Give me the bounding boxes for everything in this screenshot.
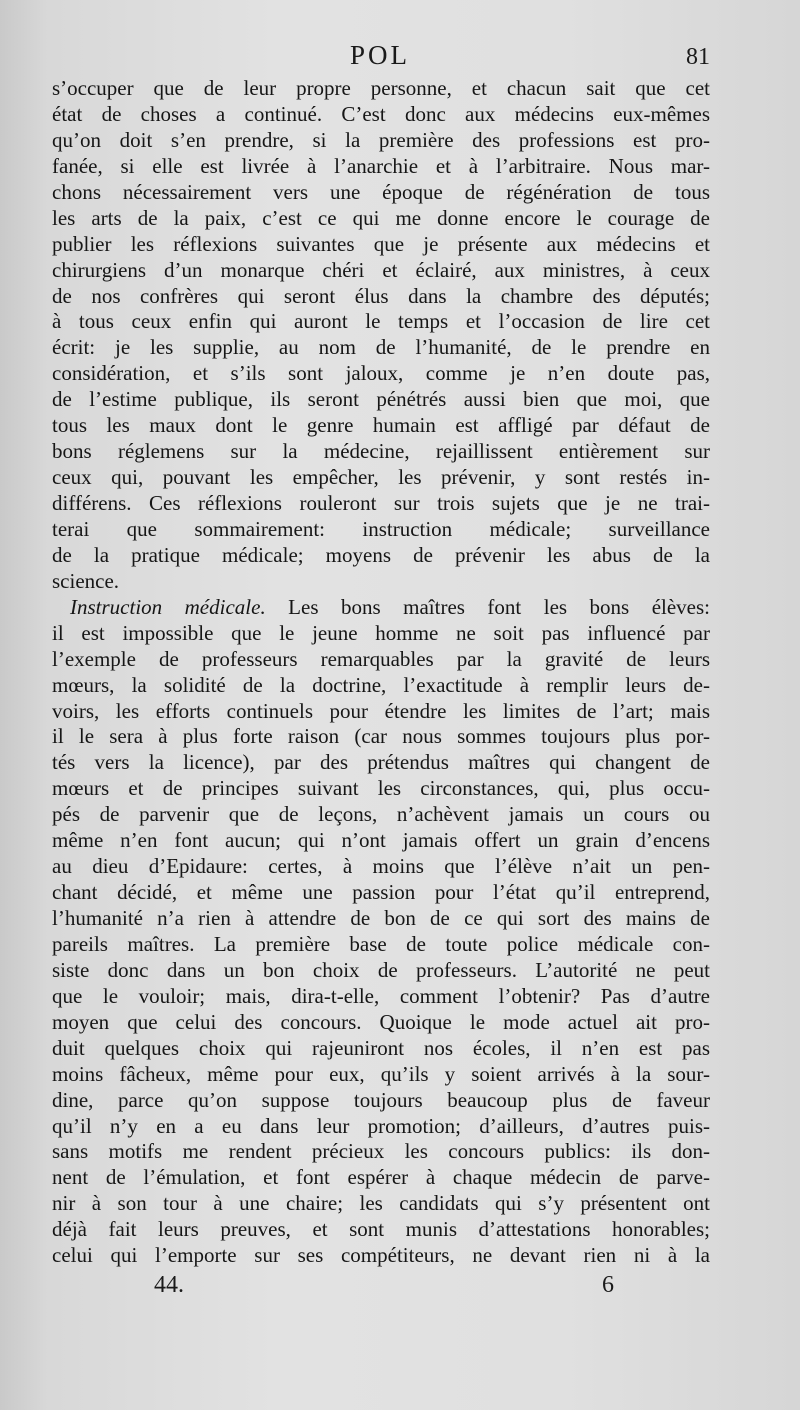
text-line: moyen que celui des concours. Quoique le mode actuel ait pro-: [52, 1009, 710, 1034]
text-line: écrit: je les supplie, au nom de l’humanité, de le prendre en: [52, 335, 710, 360]
text-line: qu’il n’y en a eu dans leur promotion; d’ailleurs, d’autres puis-: [52, 1113, 710, 1138]
text-line: fanée, si elle est livrée à l’anarchie et à l’arbitraire. Nous mar-: [52, 153, 710, 178]
page-header: [50, 38, 710, 78]
text-line: chirurgiens d’un monarque chéri et éclairé, aux ministres, à ceux: [52, 257, 710, 282]
text-line: l’humanité n’a rien à attendre de bon de ce qui sort des mains de: [52, 906, 710, 930]
text-line: au dieu d’Epidaure: certes, à moins que l’élève n’ait un pen-: [52, 854, 710, 879]
signature-mark: 44.: [154, 1272, 184, 1298]
text-line: mœurs et de principes suivant les circonstances, qui, plus occu-: [52, 776, 710, 801]
text-line: nent de l’émulation, et font espérer à chaque médecin de parve-: [52, 1165, 710, 1190]
page-number: 81: [686, 44, 710, 70]
text-line: qu’on doit s’en prendre, si la première des professions est pro-: [52, 127, 710, 152]
sheet-number: 6: [602, 1272, 614, 1298]
text-line: terai que sommairement: instruction médicale; surveillance: [52, 516, 710, 541]
text-line: considération, et s’ils sont jaloux, comme je n’en doute pas,: [52, 361, 710, 386]
text-line: siste donc dans un bon choix de professeurs. L’autorité ne peut: [52, 957, 710, 982]
text-line: chant décidé, et même une passion pour l’état qu’il entreprend,: [52, 880, 710, 905]
text-line: il le sera à plus forte raison (car nous sommes toujours plus por-: [52, 724, 710, 749]
text-line: de l’estime publique, ils seront pénétrés aussi bien que moi, que: [52, 387, 710, 412]
text-line: nir à son tour à une chaire; les candidats qui s’y présentent ont: [52, 1191, 710, 1216]
text-line-rest: Les bons maîtres font les bons élèves:: [265, 594, 710, 619]
text-line: pareils maîtres. La première base de toute police médicale con-: [52, 931, 710, 956]
text-line: état de choses a continué. C’est donc aux médecins eux-mêmes: [52, 101, 710, 126]
text-line: les arts de la paix, c’est ce qui me donne encore le courage de: [52, 205, 710, 230]
page-footer: [50, 1272, 710, 1306]
text-line: science.: [52, 568, 120, 593]
text-line: que le vouloir; mais, dira-t-elle, comment l’obtenir? Pas d’autre: [52, 983, 710, 1008]
text-line: [52, 595, 710, 621]
text-line: mœurs, la solidité de la doctrine, l’exactitude à remplir leurs de-: [52, 672, 710, 697]
text-line: sans motifs me rendent précieux les concours publics: ils don-: [52, 1139, 710, 1164]
text-line: chons nécessairement vers une époque de régénération de tous: [52, 179, 710, 204]
section-heading: Instruction médicale.: [70, 594, 266, 619]
text-line: ceux qui, pouvant les empêcher, les prévenir, y sont restés in-: [52, 465, 710, 490]
body-text: [52, 76, 710, 1269]
text-line: il est impossible que le jeune homme ne soit pas influencé par: [52, 620, 710, 645]
text-line: dine, parce qu’on suppose toujours beaucoup plus de faveur: [52, 1087, 710, 1112]
text-line: pés de parvenir que de leçons, n’achèvent jamais un cours ou: [52, 802, 710, 827]
text-line: déjà fait leurs preuves, et sont munis d’attestations honorables;: [52, 1217, 710, 1242]
text-line: de nos confrères qui seront élus dans la chambre des députés;: [52, 283, 710, 308]
text-line: l’exemple de professeurs remarquables par la gravité de leurs: [52, 646, 710, 671]
text-line: différens. Ces réflexions rouleront sur trois sujets que je ne trai-: [52, 491, 710, 515]
text-line: tous les maux dont le genre humain est affligé par défaut de: [52, 413, 710, 438]
running-head: POL: [349, 40, 410, 70]
text-line: publier les réflexions suivantes que je présente aux médecins et: [52, 231, 710, 256]
text-line: bons réglemens sur la médecine, rejaillissent entièrement sur: [52, 439, 710, 464]
text-line: s’occuper que de leur propre personne, et chacun sait que cet: [52, 76, 710, 100]
text-line: celui qui l’emporte sur ses compétiteurs, ne devant rien ni à la: [52, 1243, 710, 1268]
text-line: tés vers la licence), par des prétendus maîtres qui changent de: [52, 750, 710, 775]
text-line: duit quelques choix qui rajeuniront nos écoles, il n’en est pas: [52, 1035, 710, 1060]
text-line: voirs, les efforts continuels pour étendre les limites de l’art; mais: [52, 698, 710, 723]
text-line: moins fâcheux, même pour eux, qu’ils y soient arrivés à la sour-: [52, 1061, 710, 1086]
text-line: à tous ceux enfin qui auront le temps et l’occasion de lire cet: [52, 309, 710, 334]
text-line: même n’en font aucun; qui n’ont jamais offert un grain d’encens: [52, 828, 710, 853]
text-line: de la pratique médicale; moyens de prévenir les abus de la: [52, 542, 710, 567]
